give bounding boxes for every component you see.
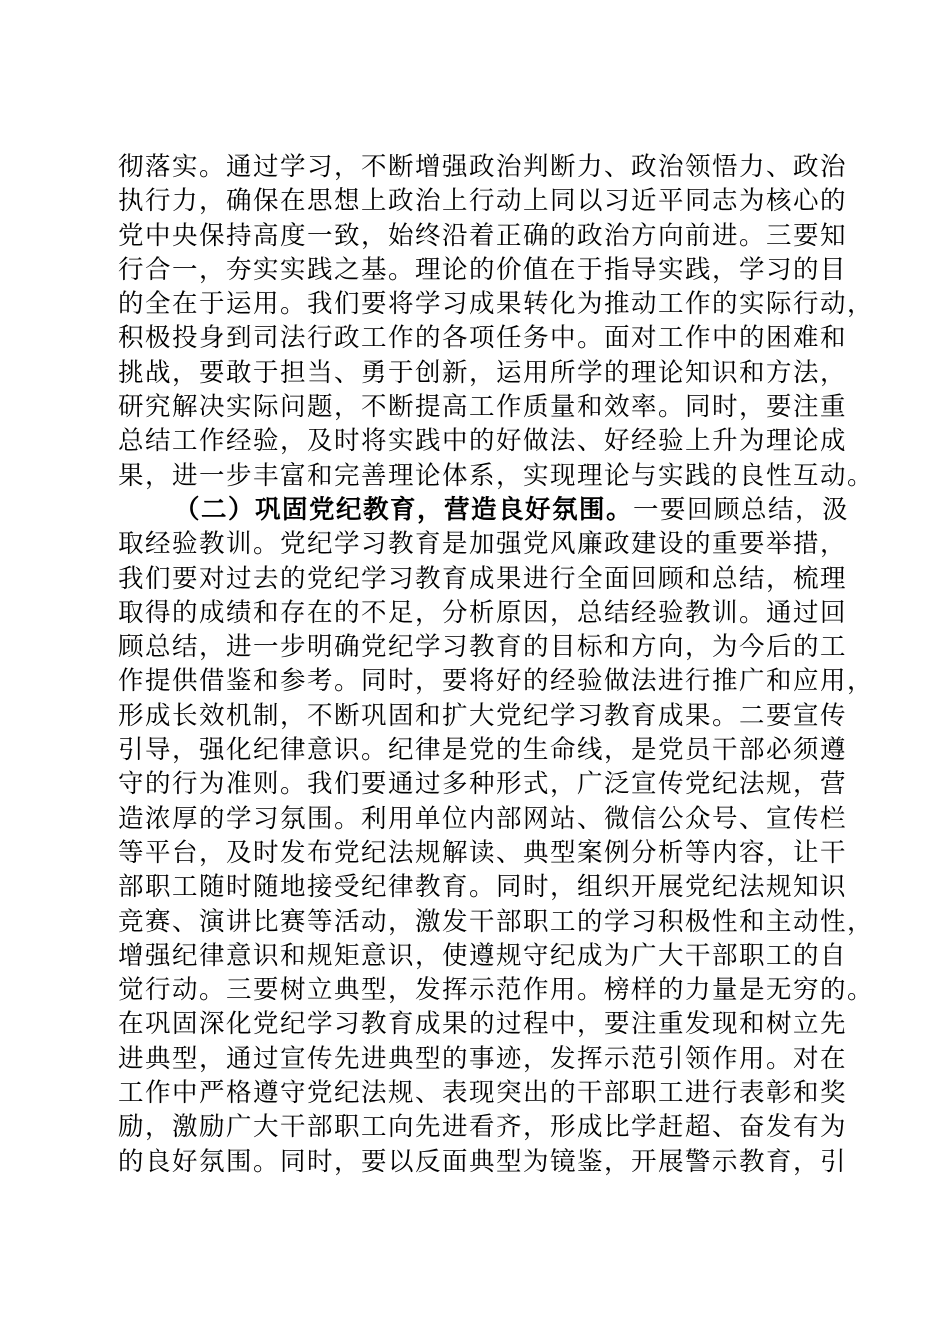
text-line: 引导，强化纪律意识。纪律是党的生命线，是党员干部必须遵 [118,735,848,766]
section-first-line-text: 一要回顾总结，汲 [633,494,850,525]
text-line: 顾总结，进一步明确党纪学习教育的目标和方向，为今后的工 [118,632,848,663]
text-line: 增强纪律意识和规矩意识，使遵规守纪成为广大干部职工的自 [118,940,848,971]
text-line: 造浓厚的学习氛围。利用单位内部网站、微信公众号、宣传栏 [118,803,848,834]
text-line: 觉行动。三要树立典型，发挥示范作用。榜样的力量是无穷的。 [118,975,875,1006]
text-line: 竞赛、演讲比赛等活动，激发干部职工的学习积极性和主动性， [118,906,875,937]
text-line: 取得的成绩和存在的不足，分析原因，总结经验教训。通过回 [118,597,848,628]
text-line: 作提供借鉴和参考。同时，要将好的经验做法进行推广和应用， [118,666,875,697]
text-line: 等平台，及时发布党纪法规解读、典型案例分析等内容，让干 [118,837,848,868]
section-first-line [118,493,850,527]
text-line: 彻落实。通过学习，不断增强政治判断力、政治领悟力、政治 [118,152,848,182]
text-line: 积极投身到司法行政工作的各项任务中。面对工作中的困难和 [118,323,848,354]
text-line: 执行力，确保在思想上政治上行动上同以习近平同志为核心的 [118,186,848,217]
text-line: 守的行为准则。我们要通过多种形式，广泛宣传党纪法规，营 [118,769,848,800]
text-line: 行合一，夯实实践之基。理论的价值在于指导实践，学习的目 [118,254,848,285]
text-line: 形成长效机制，不断巩固和扩大党纪学习教育成果。二要宣传 [118,700,848,731]
text-line: 取经验教训。党纪学习教育是加强党风廉政建设的重要举措， [118,529,848,560]
text-line: 的全在于运用。我们要将学习成果转化为推动工作的实际行动， [118,289,875,320]
text-line: 进典型，通过宣传先进典型的事迹，发挥示范引领作用。对在 [118,1043,848,1074]
text-line: 部职工随时随地接受纪律教育。同时，组织开展党纪法规知识 [118,872,848,903]
body-text [118,150,875,1179]
section-heading: （二）巩固党纪教育，营造良好氛围。 [174,494,634,525]
text-line: 我们要对过去的党纪学习教育成果进行全面回顾和总结，梳理 [118,563,848,594]
text-line: 的良好氛围。同时，要以反面典型为镜鉴，开展警示教育，引 [118,1146,848,1177]
text-line: 挑战，要敢于担当、勇于创新，运用所学的理论知识和方法， [118,357,848,388]
text-line: 在巩固深化党纪学习教育成果的过程中，要注重发现和树立先 [118,1009,848,1040]
text-line: 果，进一步丰富和完善理论体系，实现理论与实践的良性互动。 [118,460,875,491]
text-line: 党中央保持高度一致，始终沿着正确的政治方向前进。三要知 [118,220,848,251]
text-line: 工作中严格遵守党纪法规、表现突出的干部职工进行表彰和奖 [118,1078,848,1109]
text-line: 总结工作经验，及时将实践中的好做法、好经验上升为理论成 [118,426,848,457]
text-line: 研究解决实际问题，不断提高工作质量和效率。同时，要注重 [118,392,848,423]
text-line: 励，激励广大干部职工向先进看齐，形成比学赶超、奋发有为 [118,1112,848,1143]
